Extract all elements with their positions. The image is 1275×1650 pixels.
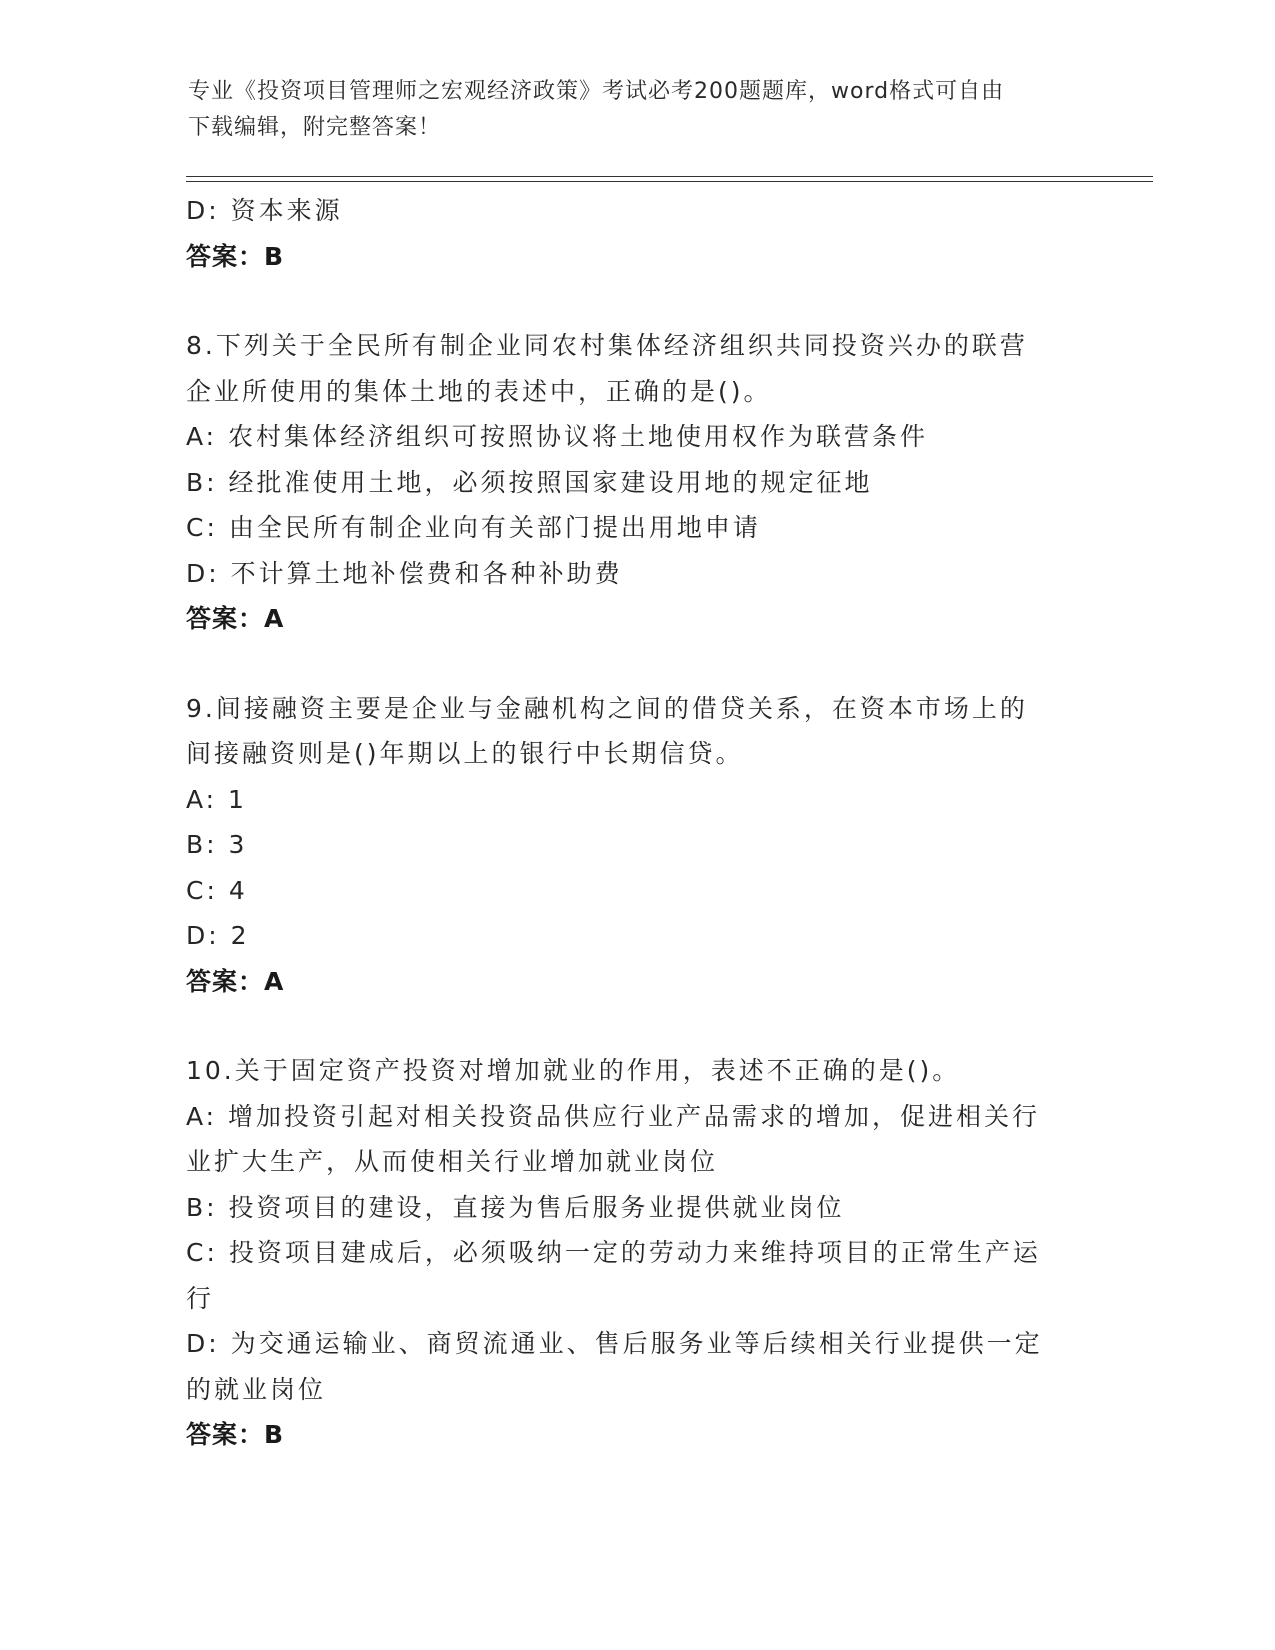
answer-line: 答案：B xyxy=(186,1420,285,1449)
question-stem: 间接融资则是()年期以上的银行中长期信贷。 xyxy=(186,739,744,768)
option-d-continued: 的就业岗位 xyxy=(186,1374,327,1404)
header-divider-thick xyxy=(186,181,1153,182)
question-8 xyxy=(186,323,1086,642)
header-divider-thin xyxy=(186,176,1153,177)
option-b: B: 经批准使用土地，必须按照国家建设用地的规定征地 xyxy=(186,467,873,497)
option-d: D: 为交通运输业、商贸流通业、售后服务业等后续相关行业提供一定 xyxy=(186,1329,1043,1358)
option-c: C: 投资项目建成后，必须吸纳一定的劳动力来维持项目的正常生产运 xyxy=(186,1238,1041,1267)
question-10 xyxy=(186,1048,1086,1458)
option-a-continued: 业扩大生产，从而使相关行业增加就业岗位 xyxy=(186,1147,719,1176)
question-stem: 9.间接融资主要是企业与金融机构之间的借贷关系，在资本市场上的 xyxy=(186,693,1028,723)
option-c-continued: 行 xyxy=(186,1283,215,1313)
answer-line: 答案：A xyxy=(186,966,285,996)
option-c: C: 由全民所有制企业向有关部门提出用地申请 xyxy=(186,513,761,542)
option-a: A: 1 xyxy=(186,784,247,814)
option-d: D: 不计算土地补偿费和各种补助费 xyxy=(186,558,623,588)
question-stem: 10.关于固定资产投资对增加就业的作用，表述不正确的是()。 xyxy=(186,1056,961,1085)
document-header xyxy=(188,74,1088,146)
question-stem: 企业所使用的集体土地的表述中，正确的是()。 xyxy=(186,376,772,406)
option-b: B: 投资项目的建设，直接为售后服务业提供就业岗位 xyxy=(186,1192,845,1222)
previous-question-tail xyxy=(186,188,1086,279)
option-c: C: 4 xyxy=(186,875,248,905)
answer-line: 答案：A xyxy=(186,604,285,633)
answer-line: 答案：B xyxy=(186,241,285,271)
option-a: A: 农村集体经济组织可按照协议将土地使用权作为联营条件 xyxy=(186,422,929,451)
option-b: B: 3 xyxy=(186,830,248,859)
option-a: A: 增加投资引起对相关投资品供应行业产品需求的增加，促进相关行 xyxy=(186,1101,1041,1131)
question-stem: 8.下列关于全民所有制企业同农村集体经济组织共同投资兴办的联营 xyxy=(186,331,1028,360)
question-9 xyxy=(186,686,1086,1005)
option-d: D: 资本来源 xyxy=(186,196,343,225)
header-line-2: 下载编辑，附完整答案！ xyxy=(188,115,442,140)
option-d: D: 2 xyxy=(186,921,250,950)
document-body xyxy=(186,188,1086,1458)
header-line-1: 专业《投资项目管理师之宏观经济政策》考试必考200题题库，word格式可自由 xyxy=(188,79,1005,104)
